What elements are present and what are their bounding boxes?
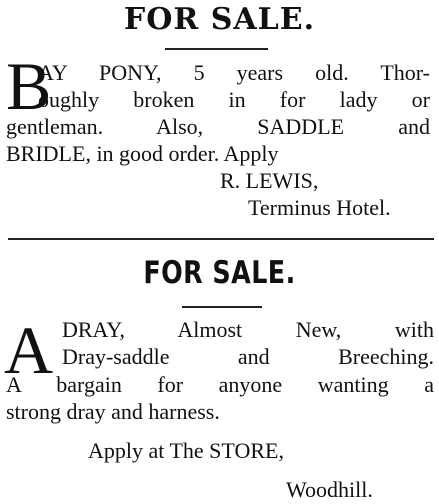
ad2-place: Woodhill. — [286, 477, 373, 502]
ad2-drop-cap: A — [4, 312, 54, 388]
ad2-line-1: DRAY, Almost New, with — [62, 317, 434, 342]
ad2-line-3: A bargain for anyone wanting a — [6, 372, 434, 397]
ad1-drop-cap: B — [6, 48, 52, 124]
ad2-line-4: strong dray and harness. — [6, 399, 220, 424]
ad2-apply-line: Apply at The STORE, — [88, 438, 284, 463]
ad2-heading: FOR SALE. — [143, 255, 296, 291]
ad-separator-rule — [8, 238, 434, 240]
ad1-contact-place: Terminus Hotel. — [248, 195, 391, 220]
ad1-heading: FOR SALE. — [123, 2, 316, 37]
ad1-heading-rule — [165, 48, 268, 50]
ad1-line-1: AY PONY, 5 years old. Thor- — [38, 60, 430, 85]
ad1-contact-name: R. LEWIS, — [220, 168, 319, 193]
ad2-line-2: Dray-saddle and Breeching. — [62, 344, 434, 369]
ad1-line-4: BRIDLE, in good order. Apply — [6, 141, 279, 166]
ad1-line-3: gentleman. Also, SADDLE and — [6, 114, 430, 139]
ad2-heading-rule — [182, 306, 262, 308]
ad1-line-2: oughly broken in for lady or — [38, 87, 430, 112]
